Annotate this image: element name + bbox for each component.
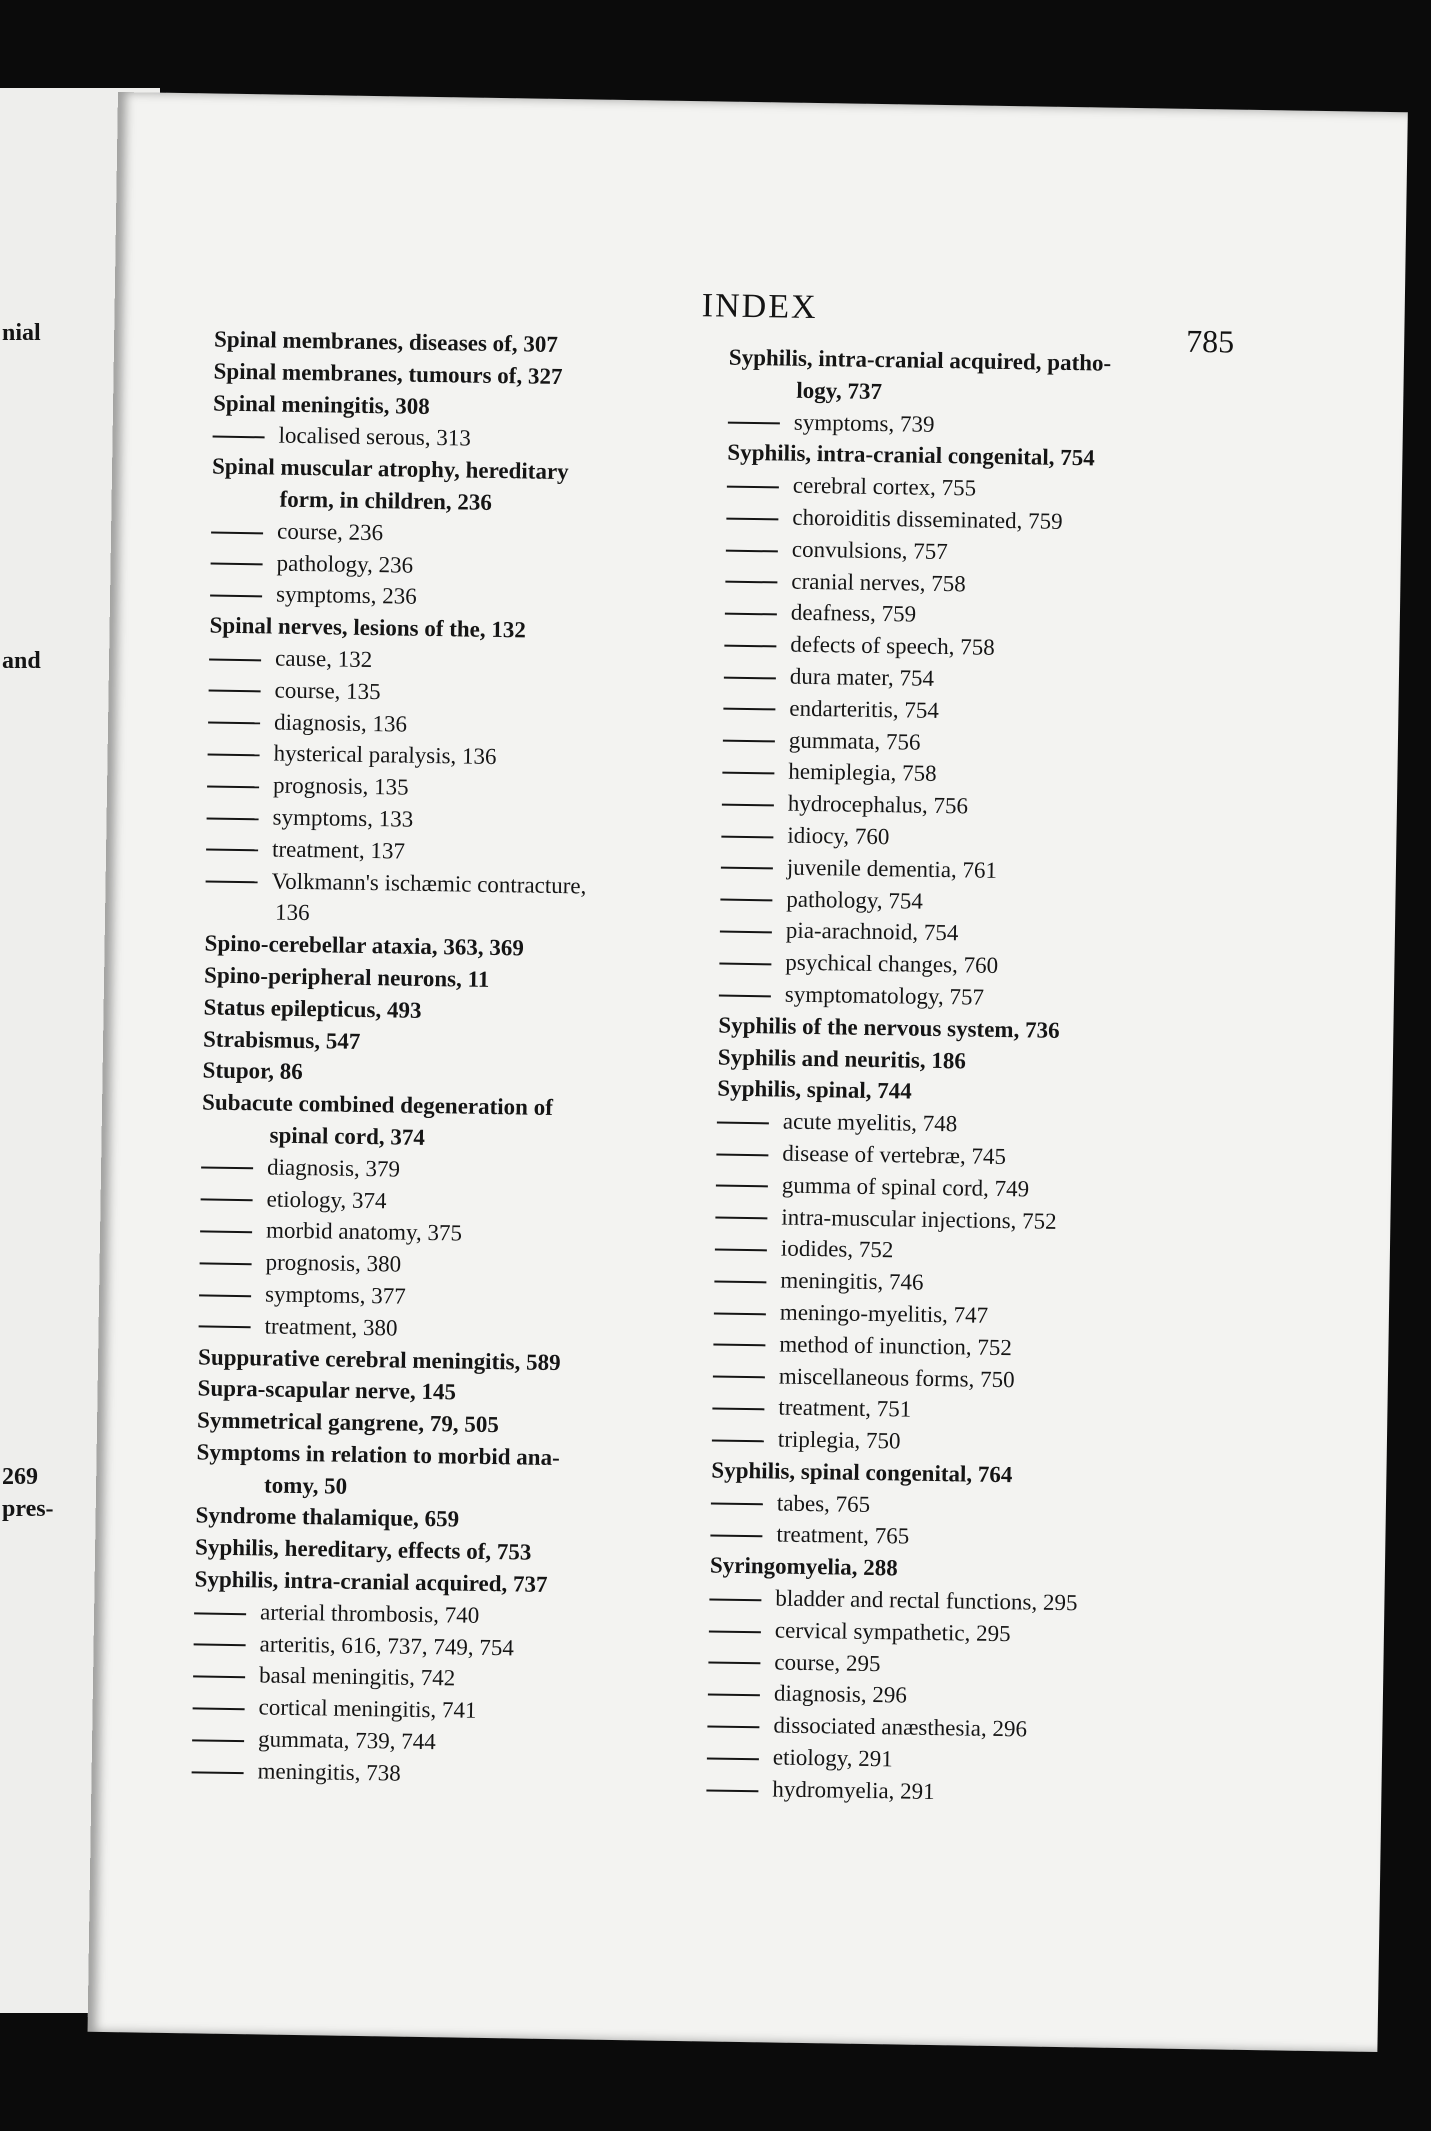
- em-dash-rule: [208, 754, 260, 757]
- em-dash-rule: [708, 1694, 760, 1697]
- em-dash-rule: [713, 1376, 765, 1379]
- em-dash-rule: [211, 563, 263, 566]
- entry-text: treatment, 380: [264, 1313, 398, 1341]
- em-dash-rule: [723, 708, 775, 711]
- em-dash-rule: [712, 1408, 764, 1411]
- em-dash-rule: [192, 1739, 244, 1742]
- entry-text: Syphilis, spinal, 744: [717, 1075, 912, 1104]
- em-dash-rule: [719, 962, 771, 965]
- index-entry: [201, 1087, 672, 1158]
- entry-text: cause, 132: [274, 645, 373, 673]
- entry-text: etiology, 374: [266, 1185, 387, 1213]
- em-dash-rule: [194, 1644, 246, 1647]
- entry-text: pia-arachnoid, 754: [785, 917, 959, 946]
- index-entry: [728, 342, 1199, 413]
- entry-text: cerebral cortex, 755: [792, 472, 977, 501]
- entry-continuation: spinal cord, 374: [269, 1122, 426, 1150]
- em-dash-rule: [209, 690, 261, 693]
- entry-text: convulsions, 757: [791, 536, 948, 564]
- entry-text: etiology, 291: [772, 1744, 893, 1772]
- entry-text: hydrocephalus, 756: [787, 790, 969, 819]
- index-entry: [196, 1436, 667, 1507]
- page-number: 785: [1185, 322, 1235, 360]
- entry-text: method of inunction, 752: [779, 1331, 1013, 1360]
- em-dash-rule: [208, 722, 260, 725]
- entry-text: Syphilis, intra-cranial congenital, 754: [727, 440, 1095, 471]
- entry-text: Spinal nerves, lesions of the, 132: [209, 612, 527, 643]
- entry-text: course, 236: [276, 518, 384, 545]
- entry-text: Volkmann's ischæmic contracture,: [271, 868, 587, 899]
- em-dash-rule: [715, 1217, 767, 1220]
- em-dash-rule: [712, 1439, 764, 1442]
- em-dash-rule: [715, 1249, 767, 1252]
- em-dash-rule: [206, 881, 258, 884]
- em-dash-rule: [209, 658, 261, 661]
- entry-text: cranial nerves, 758: [791, 568, 966, 596]
- em-dash-rule: [717, 1121, 769, 1124]
- entry-text: deafness, 759: [790, 600, 917, 627]
- entry-text: choroiditis disseminated, 759: [792, 504, 1063, 534]
- entry-text: gummata, 756: [788, 727, 921, 755]
- em-dash-rule: [714, 1312, 766, 1315]
- entry-text: defects of speech, 758: [790, 631, 995, 661]
- entry-text: Suppurative cerebral meningitis, 589: [197, 1343, 561, 1375]
- previous-page-fragment: nial: [2, 320, 41, 346]
- page-header: INDEX: [701, 287, 818, 327]
- entry-text: morbid anatomy, 375: [265, 1217, 463, 1246]
- em-dash-rule: [708, 1662, 760, 1665]
- entry-text: iodides, 752: [780, 1235, 894, 1263]
- em-dash-rule: [199, 1294, 251, 1297]
- em-dash-rule: [211, 531, 263, 534]
- index-page: [88, 92, 1408, 2052]
- em-dash-rule: [728, 422, 780, 425]
- entry-text: symptoms, 739: [793, 409, 935, 437]
- entry-text: disease of vertebræ, 745: [782, 1140, 1007, 1169]
- entry-text: Spinal membranes, diseases of, 307: [213, 326, 559, 357]
- entry-text: hemiplegia, 758: [788, 758, 937, 787]
- entry-text: Stupor, 86: [202, 1057, 303, 1085]
- entry-text: meningo-myelitis, 747: [779, 1299, 989, 1328]
- entry-text: arteritis, 616, 737, 749, 754: [259, 1631, 515, 1661]
- em-dash-rule: [706, 1789, 758, 1792]
- em-dash-rule: [725, 581, 777, 584]
- entry-text: symptoms, 236: [275, 581, 417, 610]
- entry-text: meningitis, 746: [780, 1267, 924, 1295]
- entry-text: Symmetrical gangrene, 79, 505: [196, 1407, 500, 1438]
- previous-page-fragment: and: [2, 648, 41, 674]
- entry-text: Spinal membranes, tumours of, 327: [213, 358, 563, 389]
- index-column-right: [706, 342, 1199, 1812]
- em-dash-rule: [716, 1185, 768, 1188]
- entry-continuation: logy, 737: [796, 377, 883, 404]
- em-dash-rule: [726, 517, 778, 520]
- entry-continuation: tomy, 50: [263, 1472, 348, 1499]
- em-dash-rule: [714, 1280, 766, 1283]
- entry-text: triplegia, 750: [777, 1426, 901, 1454]
- entry-text: diagnosis, 379: [266, 1154, 401, 1182]
- em-dash-rule: [724, 644, 776, 647]
- index-subentry: [191, 1754, 661, 1793]
- entry-text: Spino-peripheral neurons, 11: [203, 962, 490, 992]
- entry-text: treatment, 137: [271, 836, 406, 864]
- entry-text: Spinal muscular atrophy, hereditary: [211, 453, 569, 485]
- entry-text: Syphilis and neuritis, 186: [717, 1044, 967, 1073]
- em-dash-rule: [707, 1725, 759, 1728]
- em-dash-rule: [722, 772, 774, 775]
- em-dash-rule: [192, 1771, 244, 1774]
- entry-text: symptoms, 377: [264, 1281, 406, 1309]
- em-dash-rule: [721, 835, 773, 838]
- em-dash-rule: [200, 1230, 252, 1233]
- entry-text: treatment, 765: [776, 1522, 910, 1550]
- entry-text: Status epilepticus, 493: [203, 994, 422, 1023]
- em-dash-rule: [722, 803, 774, 806]
- entry-text: miscellaneous forms, 750: [778, 1363, 1015, 1392]
- em-dash-rule: [727, 486, 779, 489]
- entry-text: gummata, 739, 744: [257, 1726, 436, 1755]
- entry-text: tabes, 765: [776, 1490, 871, 1517]
- em-dash-rule: [193, 1707, 245, 1710]
- em-dash-rule: [213, 436, 265, 439]
- em-dash-rule: [723, 740, 775, 743]
- entry-text: psychical changes, 760: [785, 949, 999, 979]
- entry-text: Subacute combined degeneration of: [201, 1089, 554, 1121]
- entry-text: meningitis, 738: [257, 1758, 401, 1786]
- entry-text: localised serous, 313: [278, 422, 472, 451]
- em-dash-rule: [207, 785, 259, 788]
- em-dash-rule: [201, 1199, 253, 1202]
- em-dash-rule: [707, 1757, 759, 1760]
- entry-text: idiocy, 760: [787, 822, 890, 850]
- entry-text: hydromyelia, 291: [772, 1776, 935, 1804]
- index-subentry: [205, 864, 676, 935]
- em-dash-rule: [199, 1326, 251, 1329]
- em-dash-rule: [193, 1676, 245, 1679]
- em-dash-rule: [721, 867, 773, 870]
- em-dash-rule: [711, 1503, 763, 1506]
- entry-continuation: form, in children, 236: [279, 486, 493, 515]
- entry-text: diagnosis, 136: [273, 709, 408, 737]
- entry-text: gumma of spinal cord, 749: [781, 1172, 1030, 1202]
- em-dash-rule: [200, 1262, 252, 1265]
- entry-text: Syndrome thalamique, 659: [195, 1502, 460, 1533]
- entry-text: Spino-cerebellar ataxia, 363, 369: [204, 930, 525, 961]
- entry-text: acute myelitis, 748: [782, 1108, 958, 1137]
- entry-text: juvenile dementia, 761: [786, 854, 998, 883]
- em-dash-rule: [194, 1612, 246, 1615]
- entry-text: treatment, 751: [778, 1394, 912, 1422]
- entry-text: arterial thrombosis, 740: [259, 1599, 480, 1628]
- entry-text: basal meningitis, 742: [258, 1662, 456, 1691]
- em-dash-rule: [713, 1344, 765, 1347]
- em-dash-rule: [207, 817, 259, 820]
- entry-text: pathology, 236: [276, 550, 414, 578]
- entry-text: intra-muscular injections, 752: [781, 1204, 1057, 1234]
- entry-text: bladder and rectal functions, 295: [775, 1585, 1078, 1616]
- em-dash-rule: [725, 613, 777, 616]
- em-dash-rule: [720, 931, 772, 934]
- entry-text: prognosis, 135: [272, 772, 409, 800]
- entry-text: Symptoms in relation to morbid ana-: [196, 1439, 560, 1470]
- entry-text: dissociated anæsthesia, 296: [773, 1712, 1028, 1742]
- em-dash-rule: [724, 676, 776, 679]
- entry-text: pathology, 754: [786, 886, 924, 914]
- index-column-left: [191, 324, 684, 1794]
- previous-page-fragment: 269: [2, 1464, 38, 1490]
- entry-text: diagnosis, 296: [773, 1680, 907, 1709]
- entry-text: course, 295: [774, 1649, 881, 1676]
- entry-text: Syphilis, hereditary, effects of, 753: [194, 1534, 532, 1565]
- em-dash-rule: [710, 1535, 762, 1538]
- entry-text: Strabismus, 547: [202, 1025, 361, 1054]
- entry-text: prognosis, 380: [265, 1249, 402, 1277]
- em-dash-rule: [716, 1153, 768, 1156]
- entry-text: cervical sympathetic, 295: [774, 1617, 1011, 1647]
- em-dash-rule: [206, 849, 258, 852]
- em-dash-rule: [709, 1630, 761, 1633]
- entry-text: hysterical paralysis, 136: [273, 740, 497, 770]
- em-dash-rule: [719, 994, 771, 997]
- entry-text: Syringomyelia, 288: [709, 1552, 898, 1581]
- index-subentry: [706, 1772, 1176, 1811]
- entry-text: cortical meningitis, 741: [258, 1694, 477, 1724]
- entry-text: Syphilis, intra-cranial acquired, patho-: [728, 344, 1112, 376]
- entry-text: Syphilis, intra-cranial acquired, 737: [194, 1566, 548, 1598]
- entry-text: Syphilis of the nervous system, 736: [718, 1012, 1060, 1043]
- em-dash-rule: [709, 1598, 761, 1601]
- entry-text: course, 135: [274, 677, 381, 704]
- index-entry: [211, 451, 682, 522]
- entry-text: symptoms, 133: [272, 804, 414, 832]
- em-dash-rule: [210, 595, 262, 598]
- entry-text: Supra-scapular nerve, 145: [197, 1375, 457, 1405]
- entry-text: Spinal meningitis, 308: [212, 390, 430, 419]
- entry-text: dura mater, 754: [789, 663, 935, 691]
- previous-page-fragment: pres-: [2, 1496, 54, 1522]
- entry-continuation: 136: [274, 899, 310, 926]
- entry-text: Syphilis, spinal congenital, 764: [711, 1457, 1013, 1488]
- em-dash-rule: [201, 1167, 253, 1170]
- em-dash-rule: [726, 549, 778, 552]
- entry-text: endarteritis, 754: [789, 695, 940, 723]
- entry-text: symptomatology, 757: [784, 981, 985, 1010]
- em-dash-rule: [720, 899, 772, 902]
